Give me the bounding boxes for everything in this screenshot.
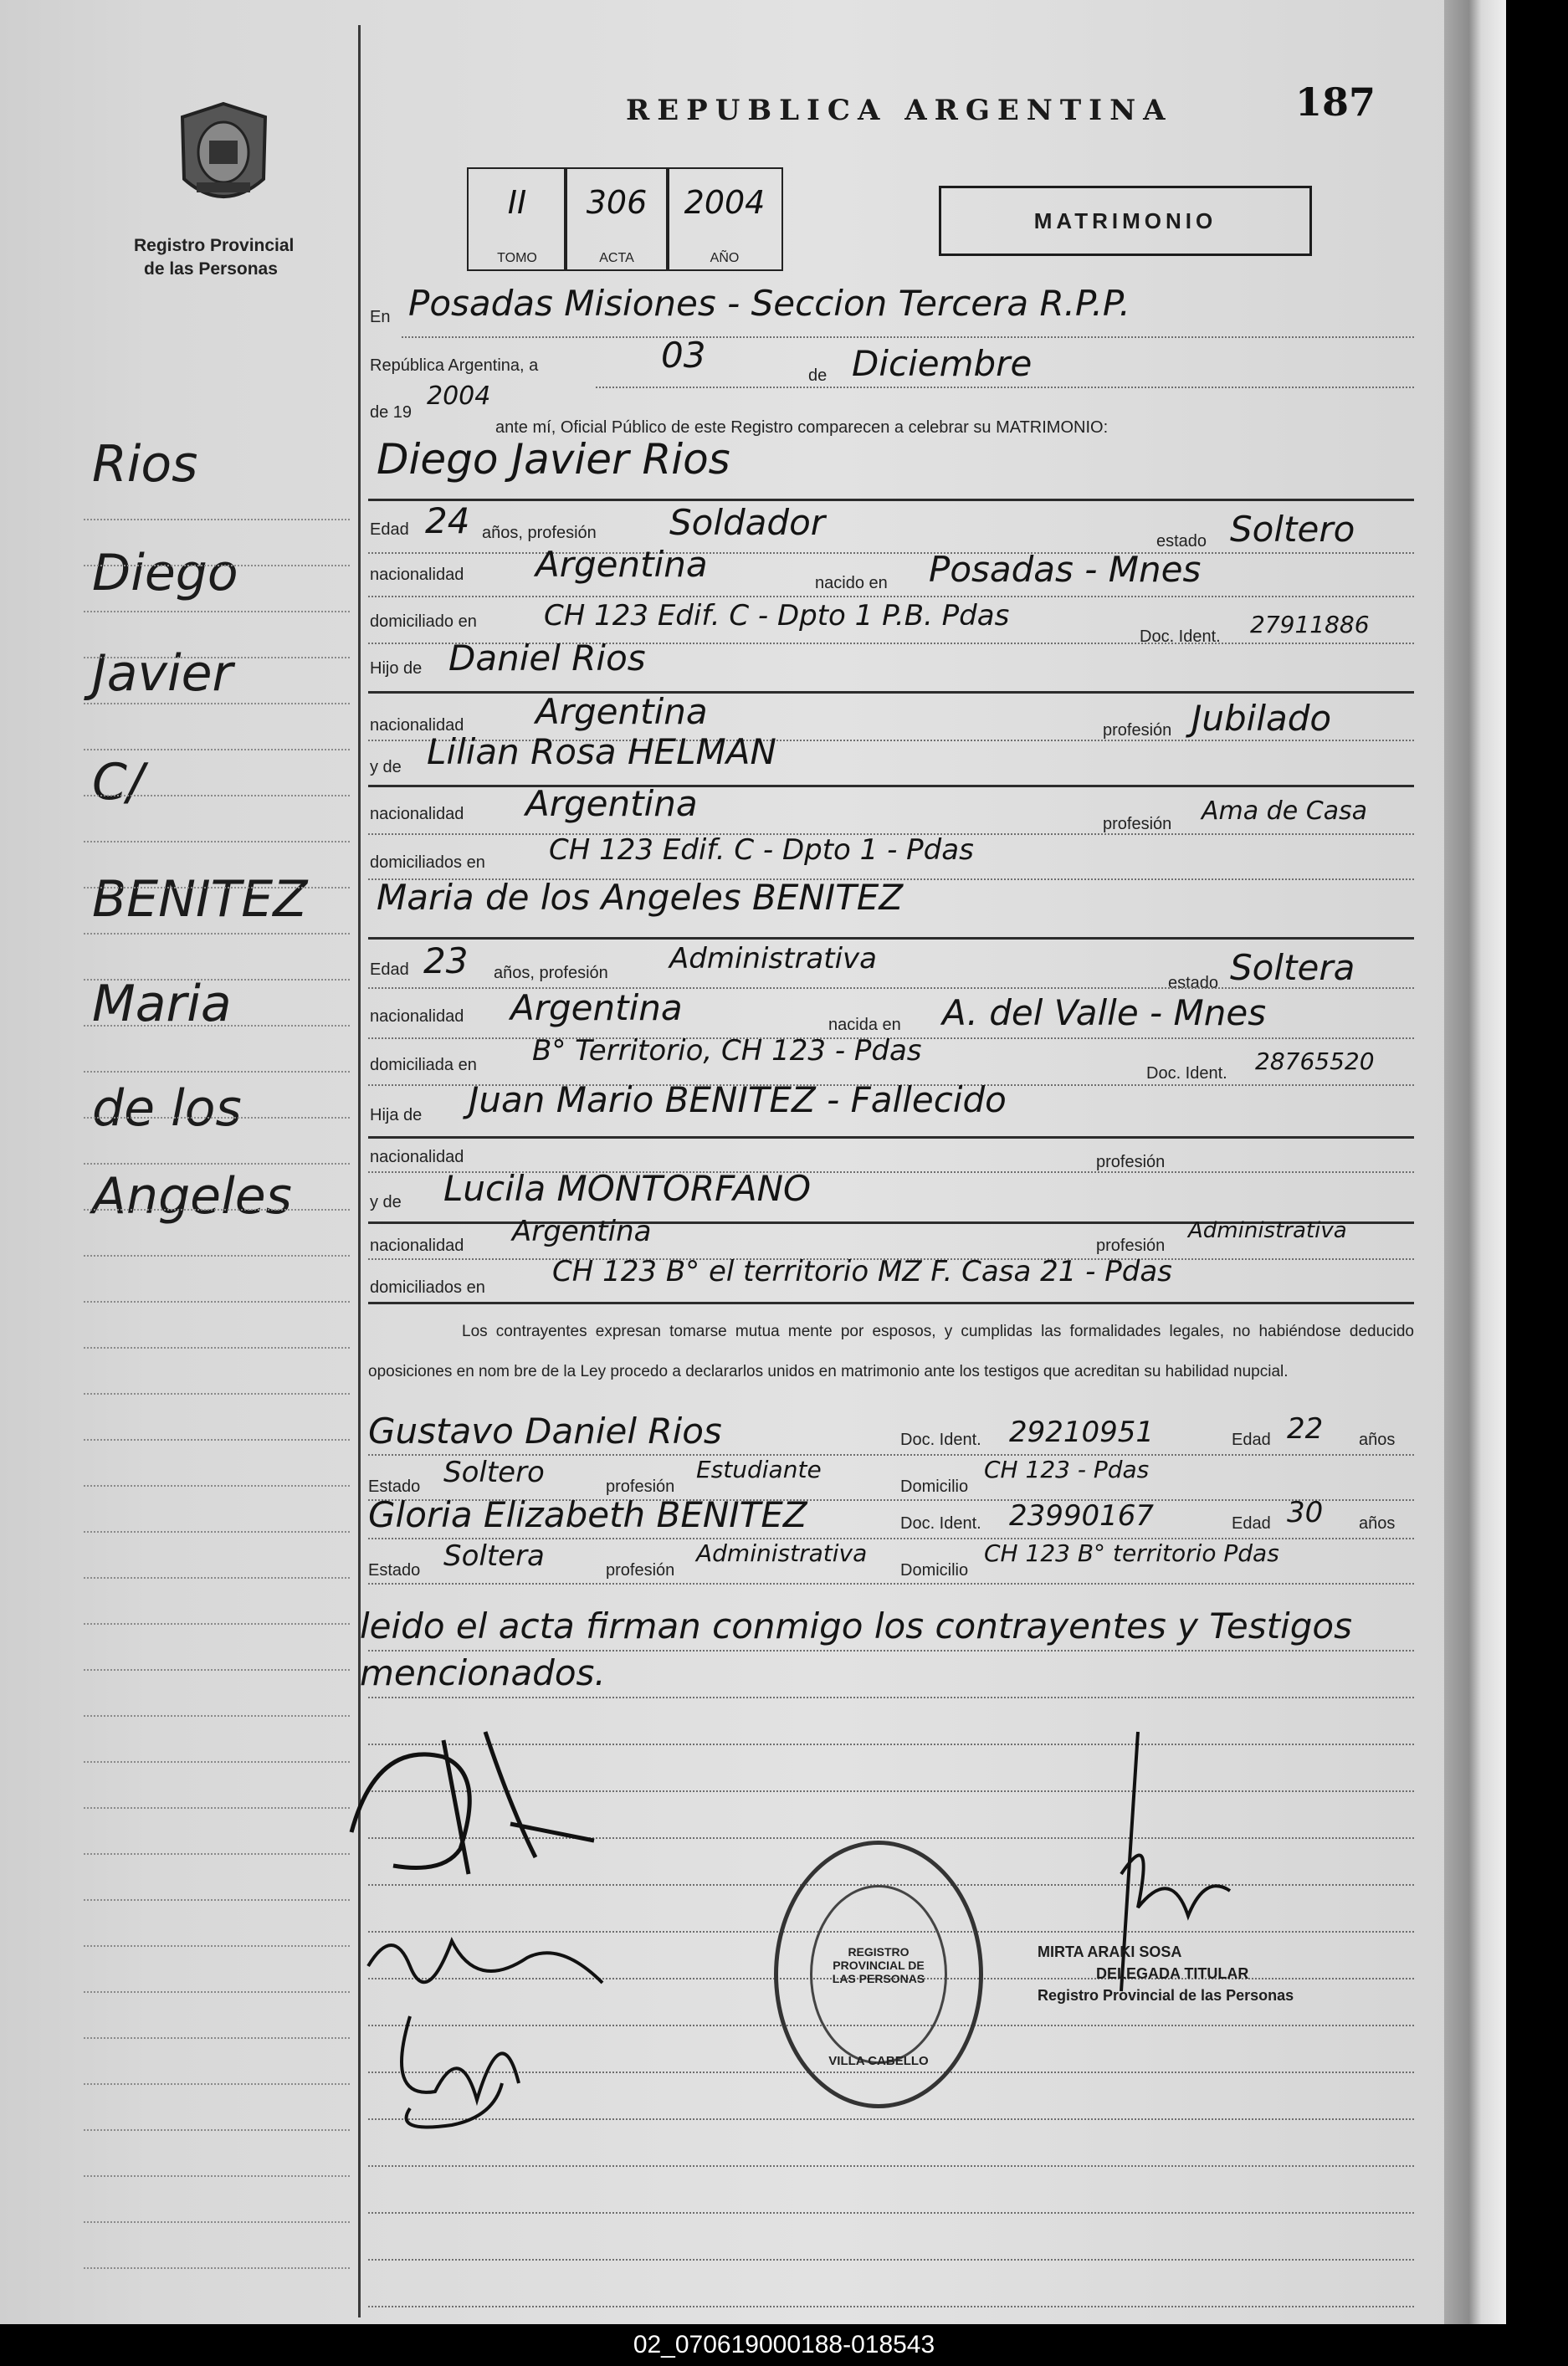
- groom-father: Daniel Rios: [448, 638, 646, 679]
- nacionalidad-label: nacionalidad: [370, 716, 464, 735]
- groom-mother: Lilian Rosa HELMAN: [427, 731, 776, 772]
- country-title: REPUBLICA ARGENTINA: [626, 94, 1173, 127]
- witness-age: 30: [1287, 1496, 1324, 1529]
- groom-father-nationality: Argentina: [535, 691, 708, 732]
- seal-bottom-text: VILLA CABELLO: [828, 2054, 929, 2068]
- stamp-line: Registro Provincial de las Personas: [1038, 1987, 1294, 2004]
- signature-1: [343, 1707, 611, 1891]
- groom-parents-address: CH 123 Edif. C - Dpto 1 - Pdas: [549, 833, 974, 867]
- bride-name: Maria de los Angeles BENITEZ: [377, 877, 904, 918]
- domiciliada-en-label: domiciliada en: [370, 1056, 477, 1074]
- hija-de-label: Hija de: [370, 1106, 423, 1124]
- witness-age: 22: [1287, 1412, 1324, 1446]
- en-label: En: [370, 308, 391, 326]
- witness-doc: 29210951: [1009, 1416, 1155, 1449]
- nacionalidad-label: nacionalidad: [370, 1237, 464, 1255]
- edad-label: Edad: [1232, 1431, 1271, 1449]
- nacionalidad-label: nacionalidad: [370, 1148, 464, 1166]
- page-number: 187: [1295, 79, 1376, 125]
- estado-label: Estado: [368, 1561, 421, 1580]
- domiciliados-en-label: domiciliados en: [370, 853, 485, 872]
- hijo-de-label: Hijo de: [370, 659, 423, 678]
- edad-label: Edad: [1232, 1514, 1271, 1533]
- doc-ident-label: Doc. Ident.: [1140, 627, 1221, 646]
- y-de-label: y de: [370, 758, 402, 776]
- stamp-line: MIRTA ARAKI SOSA: [1038, 1944, 1182, 1960]
- tomo-value: II: [507, 184, 527, 221]
- estado-label: estado: [1168, 974, 1219, 992]
- bride-nationality: Argentina: [510, 987, 683, 1028]
- margin-name: Maria: [92, 975, 232, 1033]
- bride-parents-address: CH 123 B° el territorio MZ F. Casa 21 - Pdas: [552, 1255, 1172, 1288]
- estado-label: Estado: [368, 1477, 421, 1496]
- logo-caption: de las Personas: [144, 259, 278, 279]
- bride-birthplace: A. del Valle - Mnes: [942, 992, 1267, 1033]
- doc-ident-label: Doc. Ident.: [900, 1514, 981, 1533]
- domicilio-label: Domicilio: [900, 1477, 969, 1496]
- groom-status: Soltero: [1230, 509, 1355, 550]
- witness-name: Gustavo Daniel Rios: [368, 1411, 722, 1452]
- profesion-label: profesión: [606, 1561, 675, 1580]
- witness-profession: Administrativa: [696, 1539, 868, 1567]
- profesion-label: profesión: [1096, 1153, 1166, 1171]
- witness-doc: 23990167: [1009, 1499, 1155, 1533]
- groom-nationality: Argentina: [535, 544, 708, 585]
- de-label: de: [808, 366, 828, 385]
- coat-of-arms-icon: [172, 99, 276, 216]
- ante-mi-text: ante mí, Oficial Público de este Registro comparecen a celebrar su MATRIMONIO:: [495, 418, 1109, 437]
- groom-profession: Soldador: [669, 502, 826, 543]
- acta-cell: [564, 167, 669, 271]
- logo-caption: Registro Provincial: [134, 236, 295, 255]
- nacionalidad-label: nacionalidad: [370, 566, 464, 584]
- act-type: MATRIMONIO: [1033, 208, 1217, 233]
- day: 03: [661, 335, 706, 376]
- stamp-line: DELEGADA TITULAR: [1096, 1965, 1249, 1982]
- tomo-label: TOMO: [497, 251, 537, 265]
- groom-address: CH 123 Edif. C - Dpto 1 P.B. Pdas: [544, 599, 1010, 632]
- anos-label: años: [1359, 1514, 1396, 1533]
- bride-mother-profession: Administrativa: [1188, 1218, 1347, 1243]
- groom-mother-profession: Ama de Casa: [1202, 796, 1368, 826]
- margin-name: de los: [92, 1079, 242, 1138]
- bride-address: B° Territorio, CH 123 - Pdas: [532, 1034, 922, 1068]
- doc-ident-label: Doc. Ident.: [1146, 1064, 1227, 1083]
- nacida-en-label: nacida en: [828, 1016, 901, 1034]
- nacido-en-label: nacido en: [815, 574, 888, 592]
- groom-birthplace: Posadas - Mnes: [929, 549, 1202, 590]
- margin-name: C/: [92, 753, 145, 812]
- edad-label: Edad: [370, 520, 409, 539]
- registrar-stamp: [1038, 1941, 1294, 2006]
- signature-2: [360, 1916, 628, 2133]
- page-edge: [1444, 0, 1506, 2324]
- republica-label: República Argentina, a: [370, 356, 539, 375]
- groom-doc: 27911886: [1250, 611, 1370, 638]
- domicilio-label: Domicilio: [900, 1561, 969, 1580]
- domiciliado-en-label: domiciliado en: [370, 612, 477, 631]
- witness-address: CH 123 - Pdas: [984, 1456, 1150, 1483]
- file-id: 02_070619000188-018543: [633, 2331, 935, 2358]
- official-seal: [774, 1841, 983, 2108]
- bride-profession: Administrativa: [669, 942, 877, 976]
- seal-text: REGISTRO PROVINCIAL DE LAS PERSONAS: [832, 1945, 925, 1985]
- groom-name: Diego Javier Rios: [377, 435, 730, 484]
- anos-label: años: [1359, 1431, 1396, 1449]
- doc-ident-label: Doc. Ident.: [900, 1431, 981, 1449]
- witness-profession: Estudiante: [696, 1456, 822, 1483]
- ano-value: 2004: [684, 184, 766, 221]
- profesion-label: profesión: [1096, 1237, 1166, 1255]
- ano-cell: [666, 167, 783, 271]
- y-de-label: y de: [370, 1193, 402, 1211]
- year: 2004: [427, 382, 491, 411]
- bride-mother: Lucila MONTORFANO: [443, 1168, 812, 1209]
- nacionalidad-label: nacionalidad: [370, 1007, 464, 1026]
- anos-profesion-label: años, profesión: [482, 524, 597, 542]
- month: Diciembre: [852, 343, 1033, 384]
- tomo-cell: [467, 167, 567, 271]
- margin-name: Diego: [92, 544, 238, 602]
- acta-value: 306: [586, 184, 648, 221]
- groom-father-profession: Jubilado: [1191, 698, 1332, 739]
- anos-profesion-label: años, profesión: [494, 964, 608, 982]
- margin-name: BENITEZ: [92, 870, 308, 929]
- witness-status: Soltero: [443, 1456, 545, 1489]
- bride-status: Soltera: [1230, 947, 1355, 988]
- margin-name: Javier: [92, 644, 233, 703]
- margin-name: Angeles: [92, 1167, 292, 1226]
- domiciliados-en-label: domiciliados en: [370, 1278, 485, 1297]
- witness-status: Soltera: [443, 1539, 545, 1573]
- acta-label: ACTA: [599, 251, 634, 265]
- closing-text: leido el acta firman conmigo los contrayentes y Testigos mencionados.: [360, 1606, 1352, 1693]
- groom-age: 24: [425, 500, 470, 541]
- act-type-box: [939, 186, 1312, 256]
- bride-mother-nationality: Argentina: [512, 1215, 652, 1248]
- place: Posadas Misiones - Seccion Tercera R.P.P.: [408, 283, 1130, 324]
- bride-doc: 28765520: [1255, 1047, 1375, 1075]
- profesion-label: profesión: [1103, 721, 1172, 740]
- profesion-label: profesión: [606, 1477, 675, 1496]
- witness-address: CH 123 B° territorio Pdas: [984, 1539, 1279, 1567]
- year-prefix-label: de 19: [370, 403, 412, 422]
- witness-name: Gloria Elizabeth BENITEZ: [368, 1494, 807, 1535]
- declaration-text: Los contrayentes expresan tomarse mutua mente por esposos, y cumplidas las formalidades legales, no habiéndose deducido oposiciones en nom bre de la Ley procedo a declararlos unidos en matrimonio ante los testigos que acreditan su habilidad nupcial.: [368, 1323, 1414, 1380]
- groom-mother-nationality: Argentina: [525, 783, 698, 824]
- margin-name: Rios: [92, 435, 198, 494]
- nacionalidad-label: nacionalidad: [370, 805, 464, 823]
- bride-father: Juan Mario BENITEZ - Fallecido: [469, 1079, 1007, 1120]
- edad-label: Edad: [370, 960, 409, 979]
- bride-age: 23: [423, 940, 469, 981]
- ano-label: AÑO: [710, 251, 740, 265]
- profesion-label: profesión: [1103, 815, 1172, 833]
- estado-label: estado: [1156, 532, 1207, 551]
